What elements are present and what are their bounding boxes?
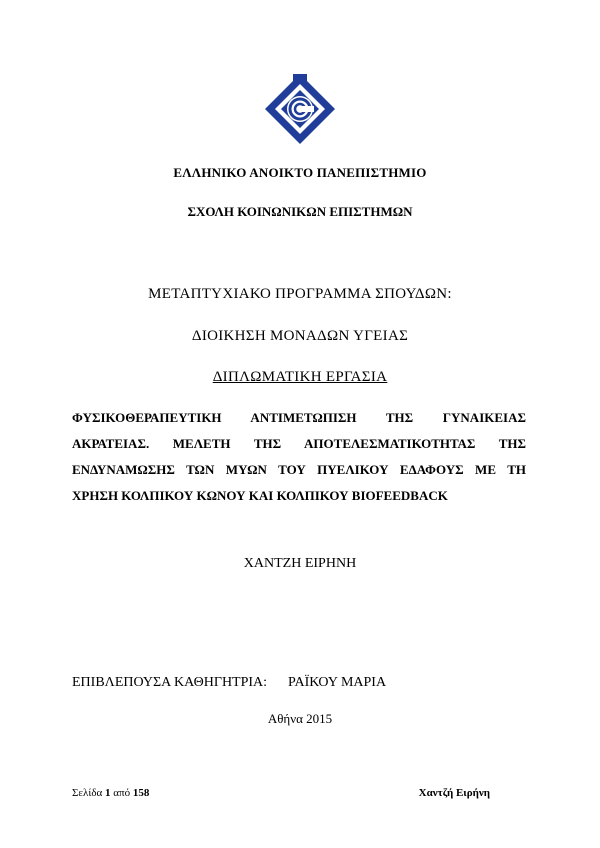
university-logo xyxy=(263,72,337,146)
supervisor-label: ΕΠΙΒΛΕΠΟΥΣΑ ΚΑΘΗΓΗΤΡΙΑ: xyxy=(72,675,268,690)
thesis-title-line: ΧΡΗΣΗ ΚΟΛΠΙΚΟΥ ΚΩΝΟΥ ΚΑΙ ΚΟΛΠΙΚΟΥ BIOFEEDBACK xyxy=(72,488,448,503)
page-label: Σελίδα xyxy=(72,787,103,799)
document-type: ΔΙΠΛΩΜΑΤΙΚΗ ΕΡΓΑΣΙΑ xyxy=(212,369,388,385)
page-current: 1 xyxy=(105,787,111,799)
school-name: ΣΧΟΛΗ ΚΟΙΝΩΝΙΚΩΝ ΕΠΙΣΤΗΜΩΝ xyxy=(187,204,413,219)
thesis-title-line: ΕΝΔΥΝΑΜΩΣΗΣ ΤΩΝ ΜΥΩΝ ΤΟΥ ΠΥΕΛΙΚΟΥ ΕΔΑΦΟΥΣ ΜΕ ΤΗ xyxy=(72,462,526,477)
author-name: ΧΑΝΤΖΗ ΕΙΡΗΝΗ xyxy=(243,556,357,571)
page-total: 158 xyxy=(132,787,150,799)
eap-logo-icon xyxy=(263,72,337,146)
program-title: ΜΕΤΑΠΤΥΧΙΑΚΟ ΠΡΟΓΡΑΜΜΑ ΣΠΟΥΔΩΝ: xyxy=(148,286,452,302)
department-title: ΔΙΟΙΚΗΣΗ ΜΟΝΑΔΩΝ ΥΓΕΙΑΣ xyxy=(191,328,409,344)
thesis-title xyxy=(72,405,526,509)
page-number xyxy=(72,787,149,799)
university-name: ΕΛΛΗΝΙΚΟ ΑΝΟΙΚΤΟ ΠΑΝΕΠΙΣΤΗΜΙΟ xyxy=(173,165,427,180)
footer-author: Χαντζή Ειρήνη xyxy=(418,787,490,799)
supervisor xyxy=(72,675,387,691)
supervisor-name: ΡΑΪΚΟΥ ΜΑΡΙΑ xyxy=(288,675,387,690)
thesis-title-line: ΑΚΡΑΤΕΙΑΣ. ΜΕΛΕΤΗ ΤΗΣ ΑΠΟΤΕΛΕΣΜΑΤΙΚΟΤΗΤΑΣ ΤΗΣ xyxy=(72,436,526,451)
page-of: από xyxy=(113,787,131,799)
date-place: Αθήνα 2015 xyxy=(267,711,333,726)
thesis-title-line: ΦΥΣΙΚΟΘΕΡΑΠΕΥΤΙΚΗ ΑΝΤΙΜΕΤΩΠΙΣΗ ΤΗΣ ΓΥΝΑΙΚΕΙΑΣ xyxy=(72,410,526,425)
